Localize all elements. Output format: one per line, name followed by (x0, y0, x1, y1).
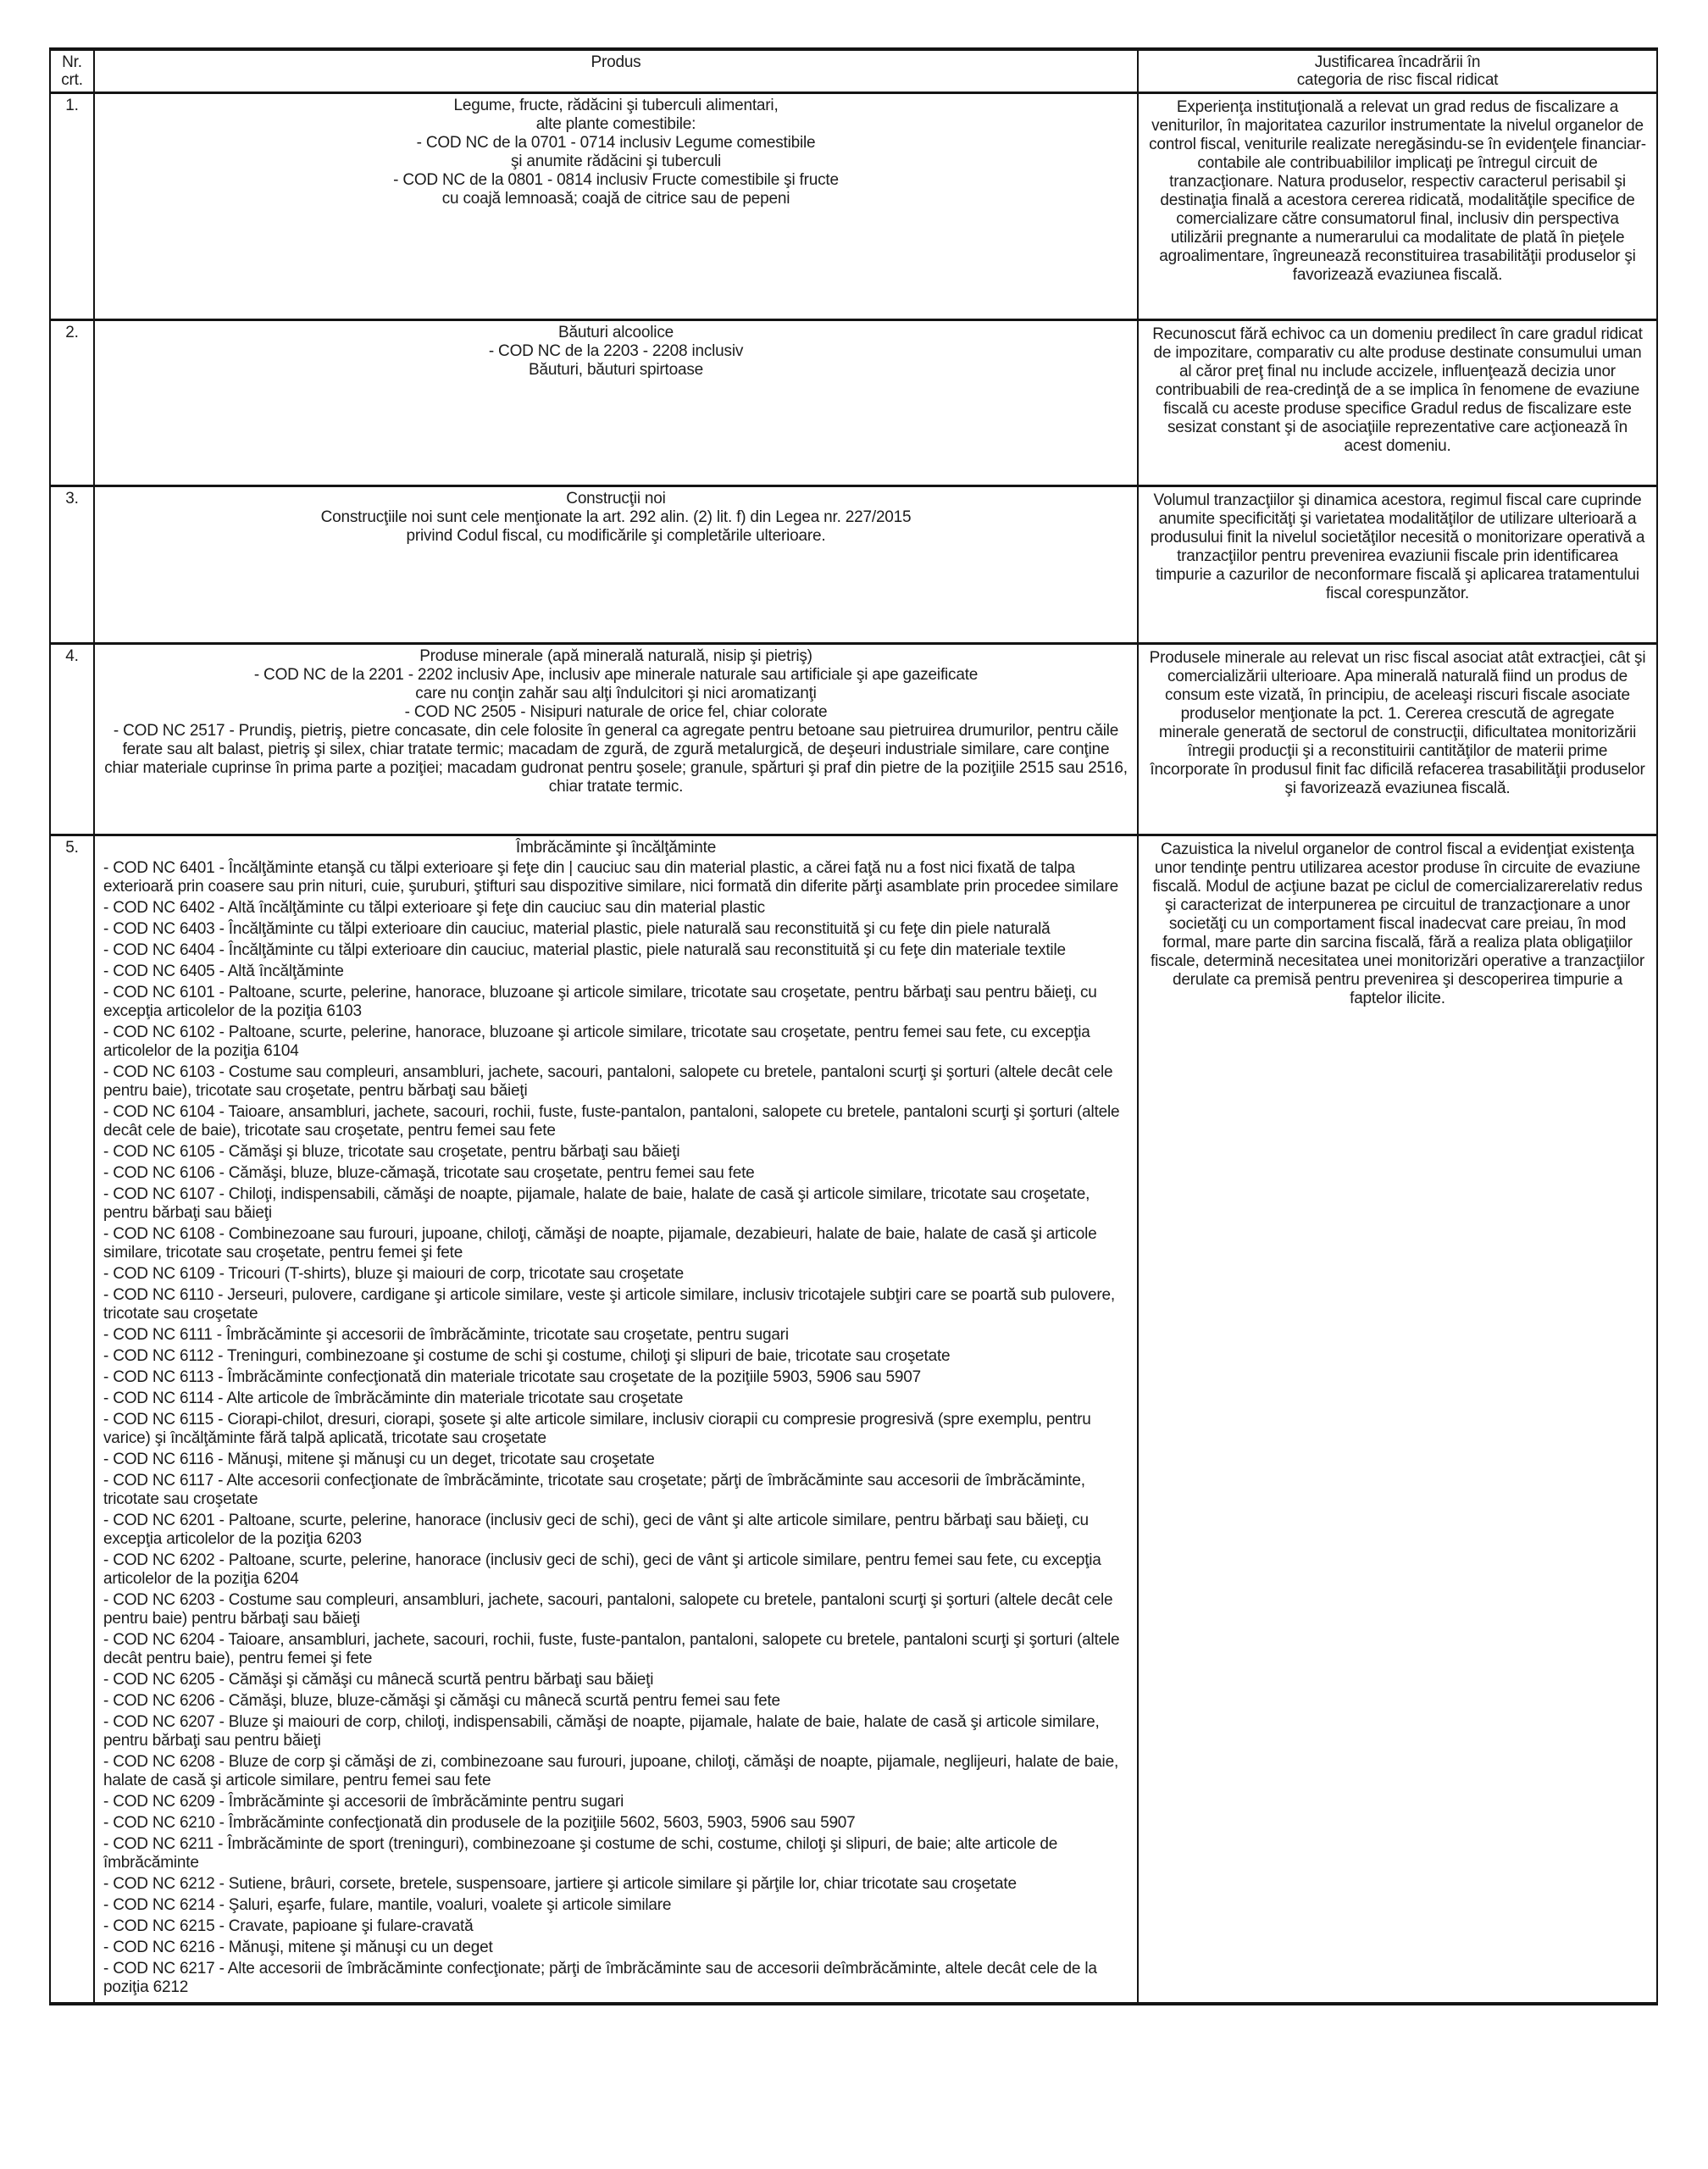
text-line: Produse minerale (apă minerală naturală, nisip şi pietriş) (419, 647, 812, 665)
justificare-cell: Recunoscut fără echivoc ca un domeniu predilect în care gradul ridicat de impozitare, comparativ cu alte produse destinate consumului uman al căror preţ final nu include accizele, influenţează decizia unor contribuabili de rea-credinţă de a se implica în fenomene de evaziune fiscală cu aceste produse specifice Gradul redus de fiscalizare este sesizat constant şi de asociaţiile reprezentative care acţionează în acest domeniu. (1138, 320, 1657, 486)
text-line: - COD NC 6203 - Costume sau compleuri, ansambluri, jachete, sacouri, pantaloni, salopete cu bretele, pantaloni scurţi şi şorturi (altele decât cele pentru baie) pentru bărbaţi sau băieţi (103, 1591, 1113, 1628)
text-line: - COD NC 6402 - Altă încălţăminte cu tălpi exterioare şi feţe din cauciuc sau din material plastic (103, 899, 765, 917)
text-line: - COD NC 6201 - Paltoane, scurte, pelerine, hanorace (inclusiv geci de schi), geci de vânt şi alte articole similare, pentru bărbaţi sau băieţi, cu excepţia articolelor de la poziţia 6203 (103, 1512, 1089, 1548)
justificare-cell: Volumul tranzacţiilor şi dinamica acestora, regimul fiscal care cuprinde anumite specificităţi şi varietatea modalităţilor de utilizare ulterioară a produsului finit la nivelul societăţilor necesită o monitorizare operativă a tranzacţiilor pentru prevenirea evaziunii fiscale prin identificarea timpurie a cazurilor de neconformare fiscală şi aplicarea tratamentului fiscal corespunzător. (1138, 486, 1657, 644)
text-line: - COD NC 6205 - Cămăşi şi cămăşi cu mânecă scurtă pentru bărbaţi sau băieţi (103, 1671, 654, 1689)
justificare-cell: Cazuistica la nivelul organelor de control fiscal a evidenţiat existenţa unor tendinţe pentru utilizarea acestor produse în circuite de evaziune fiscală. Modul de acţiune bazat pe ciclul de comercializarerelativ redus şi caracterizat de interpunerea pe circuitul de tranzacţionare a unor societăţi cu un comportament fiscal inadecvat care preiau, în mod formal, mare parte din sarcina fiscală, fără a realiza plata obligaţiilor fiscale, determină necesitatea unei monitorizări operative a tranzacţiilor derulate ca premisă pentru prevenirea şi descoperirea timpurie a faptelor ilicite. (1138, 835, 1657, 2005)
text-line: cu coajă lemnoasă; coajă de citrice sau de pepeni (441, 190, 790, 208)
text-line: - COD NC 6105 - Cămăşi şi bluze, tricotate sau croşetate, pentru bărbaţi sau băieţi (103, 1143, 680, 1161)
header-nr-crt (50, 49, 94, 93)
text-line: - COD NC de la 0701 - 0714 inclusiv Legume comestibile (416, 134, 816, 152)
text-line: - COD NC 6107 - Chiloţi, indispensabili, cămăşi de noapte, pijamale, halate de baie, halate de casă şi articole similare, tricotate sau croşetate, pentru bărbaţi sau băieţi (103, 1185, 1090, 1222)
justificare-cell: Experienţa instituţională a relevat un grad redus de fiscalizare a veniturilor, în majoritatea cazurilor instrumentate la nivelul organelor de control fiscal, veniturile realizate neregăsindu-se în evidenţele financiar-contabile ale contribuabililor implicaţi pe întregul circuit de tranzacţionare. Natura produselor, respectiv caracterul perisabil şi destinaţia finală a acestora cererea ridicată, modalităţile specifice de comercializare către consumatorul final, inclusiv din perspectiva utilizării pregnante a numerarului ca modalitate de plată în pieţele agroalimentare, îngreunează reconstituirea trasabilităţii produselor şi favorizează evaziunea fiscală. (1138, 93, 1657, 320)
text-line: crt. (61, 71, 83, 89)
text-line: - COD NC de la 2203 - 2208 inclusiv (488, 342, 744, 360)
text-line: - COD NC 6202 - Paltoane, scurte, pelerine, hanorace (inclusiv geci de schi), geci de vânt şi articole similare, pentru femei sau fete, cu excepţia articolelor de la poziţia 6204 (103, 1551, 1101, 1588)
text-line: Construcţii noi (566, 490, 666, 508)
text-line: - COD NC 6204 - Taioare, ansambluri, jachete, sacouri, rochii, fuste, fuste-pantalon, pantaloni, salopete cu bretele, pantaloni scurţi şi şorturi (altele decât pentru baie), pentru femei şi fete (103, 1631, 1120, 1667)
produs-item-list (103, 859, 1128, 1997)
text-line: - COD NC 6404 - Încălţăminte cu tălpi exterioare din cauciuc, material plastic, piele naturală sau reconstituită şi cu feţe din materiale textile (103, 941, 1066, 959)
text-line: - COD NC 6215 - Cravate, papioane şi fulare-cravată (103, 1917, 474, 1935)
produs-cell (94, 93, 1138, 320)
text-line: Băuturi, băuturi spirtoase (528, 361, 704, 379)
row-number: 5. (50, 835, 94, 2005)
table-row (50, 93, 1657, 320)
text-line: alte plante comestibile: (535, 115, 696, 133)
produs-cell (94, 644, 1138, 835)
text-line: - COD NC 6214 - Şaluri, eşarfe, fulare, mantile, voaluri, voalete şi articole similare (103, 1896, 672, 1914)
text-line: Nr. (62, 53, 82, 71)
text-line: privind Codul fiscal, cu modificările şi completările ulterioare. (406, 527, 826, 545)
text-line: Băuturi alcoolice (557, 324, 674, 341)
produs-cell (94, 835, 1138, 2005)
text-line: - COD NC 6206 - Cămăşi, bluze, bluze-cămăşi şi cămăşi cu mânecă scurtă pentru femei sau fete (103, 1692, 780, 1710)
text-line: - COD NC 6405 - Altă încălţăminte (103, 962, 344, 980)
fiscal-risk-table (49, 47, 1658, 2005)
text-line: - COD NC 6207 - Bluze şi maiouri de corp, chiloţi, indispensabili, cămăşi de noapte, pijamale, halate de baie, halate de casă şi articole similare, pentru bărbaţi sau pentru băieţi (103, 1713, 1100, 1750)
text-line: - COD NC de la 0801 - 0814 inclusiv Fructe comestibile şi fructe (393, 171, 839, 189)
text-line: - COD NC 6117 - Alte accesorii confecţionate de îmbrăcăminte, tricotate sau croşetate; părţi de îmbrăcăminte sau accesorii de îmbrăcăminte, tricotate sau croşetate (103, 1472, 1085, 1508)
justificare-cell: Produsele minerale au relevat un risc fiscal asociat atât extracţiei, cât şi comercializării ulterioare. Apa minerală naturală fiind un produs de consum este vizată, în principiu, de aceleaşi riscuri fiscale asociate produselor menţionate la pct. 1. Cererea crescută de agregate minerale generată de sectorul de construcţii, dificultatea monitorizării întregii producţii şi a reconstituirii cantităţilor de materii prime încorporate în produsul finit fac dificilă refacerea trasabilităţii produselor şi favorizează evaziunea fiscală. (1138, 644, 1657, 835)
text-line: - COD NC 6106 - Cămăşi, bluze, bluze-cămaşă, tricotate sau croşetate, pentru femei sau fete (103, 1164, 755, 1182)
row-number: 2. (50, 320, 94, 486)
text-line: - COD NC 6109 - Tricouri (T-shirts), bluze şi maiouri de corp, tricotate sau croşetate (103, 1265, 684, 1283)
text-line: - COD NC 6104 - Taioare, ansambluri, jachete, sacouri, rochii, fuste, fuste-pantalon, pantaloni, salopete cu bretele, pantaloni scurţi şi şorturi (altele decât cele de baie), tricotate sau croşetate, pentru femei sau fete (103, 1103, 1120, 1140)
text-line: - COD NC 6209 - Îmbrăcăminte şi accesorii de îmbrăcăminte pentru sugari (103, 1793, 624, 1811)
row-number: 3. (50, 486, 94, 644)
text-line: Legume, fructe, rădăcini şi tuberculi alimentari, (453, 97, 779, 114)
text-line: - COD NC 6110 - Jerseuri, pulovere, cardigane şi articole similare, veste şi articole similare, inclusiv tricotajele subţiri care se poartă sub pulovere, tricotate sau croşetate (103, 1286, 1115, 1323)
text-line: - COD NC 6103 - Costume sau compleuri, ansambluri, jachete, sacouri, pantaloni, salopete cu bretele, pantaloni scurţi şi şorturi (altele decât cele pentru baie), tricotate sau croşetate, pentru bărbaţi sau băieţi (103, 1063, 1113, 1100)
text-line: - COD NC 6101 - Paltoane, scurte, pelerine, hanorace, bluzoane şi articole similare, tricotate sau croşetate, pentru bărbaţi sau pentru băieţi, cu excepţia articolelor de la poziţia 6103 (103, 984, 1097, 1020)
header-justificare (1138, 49, 1657, 93)
text-line: - COD NC 2517 - Prundiş, pietriş, pietre concasate, din cele folosite în general ca agregate pentru betoane sau pietruirea drumurilor, pentru căile ferate sau alt balast, pietriş şi silex, chiar tratate termic; macadam de zgură, de zgură metalurgică, de deşeuri industriale similare, care conţine chiar materiale cuprinse în prima parte a poziţiei; macadam gudronat pentru şosele; granule, spărturi şi praf din pietre de la poziţiile 2515 sau 2516, chiar tratate termic. (104, 722, 1128, 796)
text-line: Justificarea încadrării în (1314, 53, 1481, 71)
produs-category-title: Îmbrăcăminte şi încălţăminte (515, 839, 717, 857)
text-line: - COD NC 6116 - Mănuşi, mitene şi mănuşi cu un deget, tricotate sau croşetate (103, 1451, 655, 1468)
text-line: - COD NC 6112 - Treninguri, combinezoane şi costume de schi şi costume, chiloţi şi slipuri de baie, tricotate sau croşetate (103, 1347, 951, 1365)
produs-cell (94, 320, 1138, 486)
table-row (50, 486, 1657, 644)
text-line: categoria de risc fiscal ridicat (1296, 71, 1499, 89)
text-line: - COD NC 6108 - Combinezoane sau furouri, jupoane, chiloţi, cămăşi de noapte, pijamale, dezabieuri, halate de baie, halate de casă şi articole similare, tricotate sau croşetate, pentru femei şi fete (103, 1225, 1097, 1262)
text-line: - COD NC 2505 - Nisipuri naturale de orice fel, chiar colorate (404, 703, 828, 721)
table-row (50, 835, 1657, 2005)
table-header-row (50, 49, 1657, 93)
table-row (50, 644, 1657, 835)
text-line: - COD NC 6115 - Ciorapi-chilot, dresuri, ciorapi, şosete şi alte articole similare, inclusiv ciorapii cu compresie progresivă (spre exemplu, pentru varice) şi încălţăminte fără talpă aplicată, tricotate sau croşetate (103, 1411, 1091, 1447)
text-line: - COD NC 6403 - Încălţăminte cu tălpi exterioare din cauciuc, material plastic, piele naturală sau reconstituită şi cu feţe din piele naturală (103, 920, 1051, 938)
text-line: - COD NC 6401 - Încălţăminte etanşă cu tălpi exterioare şi feţe din | cauciuc sau din material plastic, a cărei faţă nu a fost nici fixată de talpa exterioară prin coasere sau prin nituri, cuie, şuruburi, ştifturi sau dispozitive similare, nici formată din diferite părţi asamblate prin procedee similare (103, 859, 1119, 896)
text-line: - COD NC 6208 - Bluze de corp şi cămăşi de zi, combinezoane sau furouri, jupoane, chiloţi, cămăşi de noapte, pijamale, neglijeuri, halate de baie, halate de casă şi articole similare, pentru femei sau fete (103, 1753, 1119, 1789)
text-line: - COD NC 6212 - Sutiene, brâuri, corsete, bretele, suspensoare, jartiere şi articole similare şi părţile lor, chiar tricotate sau croşetate (103, 1875, 1017, 1893)
text-line: - COD NC 6114 - Alte articole de îmbrăcăminte din materiale tricotate sau croşetate (103, 1390, 684, 1407)
text-line: - COD NC 6216 - Mănuşi, mitene şi mănuşi cu un deget (103, 1939, 493, 1956)
text-line: şi anumite rădăcini şi tuberculi (510, 153, 722, 170)
text-line: - COD NC de la 2201 - 2202 inclusiv Ape, inclusiv ape minerale naturale sau artificiale şi ape gazeificate (253, 666, 979, 684)
text-line: - COD NC 6217 - Alte accesorii de îmbrăcăminte confecţionate; părţi de îmbrăcăminte sau de accesorii deîmbrăcăminte, altele decât cele de la poziţia 6212 (103, 1960, 1097, 1996)
header-produs: Produs (94, 49, 1138, 93)
text-line: care nu conţin zahăr sau alţi îndulcitori şi nici aromatizanţi (415, 685, 817, 702)
row-number: 1. (50, 93, 94, 320)
produs-cell (94, 486, 1138, 644)
text-line: - COD NC 6211 - Îmbrăcăminte de sport (treninguri), combinezoane şi costume de schi, costume, chiloţi şi slipuri, de baie; alte articole de îmbrăcăminte (103, 1835, 1058, 1872)
text-line: - COD NC 6102 - Paltoane, scurte, pelerine, hanorace, bluzoane şi articole similare, tricotate sau croşetate, pentru femei sau fete, cu excepţia articolelor de la poziţia 6104 (103, 1023, 1090, 1060)
text-line: - COD NC 6210 - Îmbrăcăminte confecţionată din produsele de la poziţiile 5602, 5603, 5903, 5906 sau 5907 (103, 1814, 856, 1832)
row-number: 4. (50, 644, 94, 835)
table-row (50, 320, 1657, 486)
text-line: Construcţiile noi sunt cele menţionate la art. 292 alin. (2) lit. f) din Legea nr. 227/2015 (320, 508, 912, 526)
text-line: - COD NC 6111 - Îmbrăcăminte şi accesorii de îmbrăcăminte, tricotate sau croşetate, pentru sugari (103, 1326, 789, 1344)
text-line: - COD NC 6113 - Îmbrăcăminte confecţionată din materiale tricotate sau croşetate de la poziţiile 5903, 5906 sau 5907 (103, 1368, 921, 1386)
